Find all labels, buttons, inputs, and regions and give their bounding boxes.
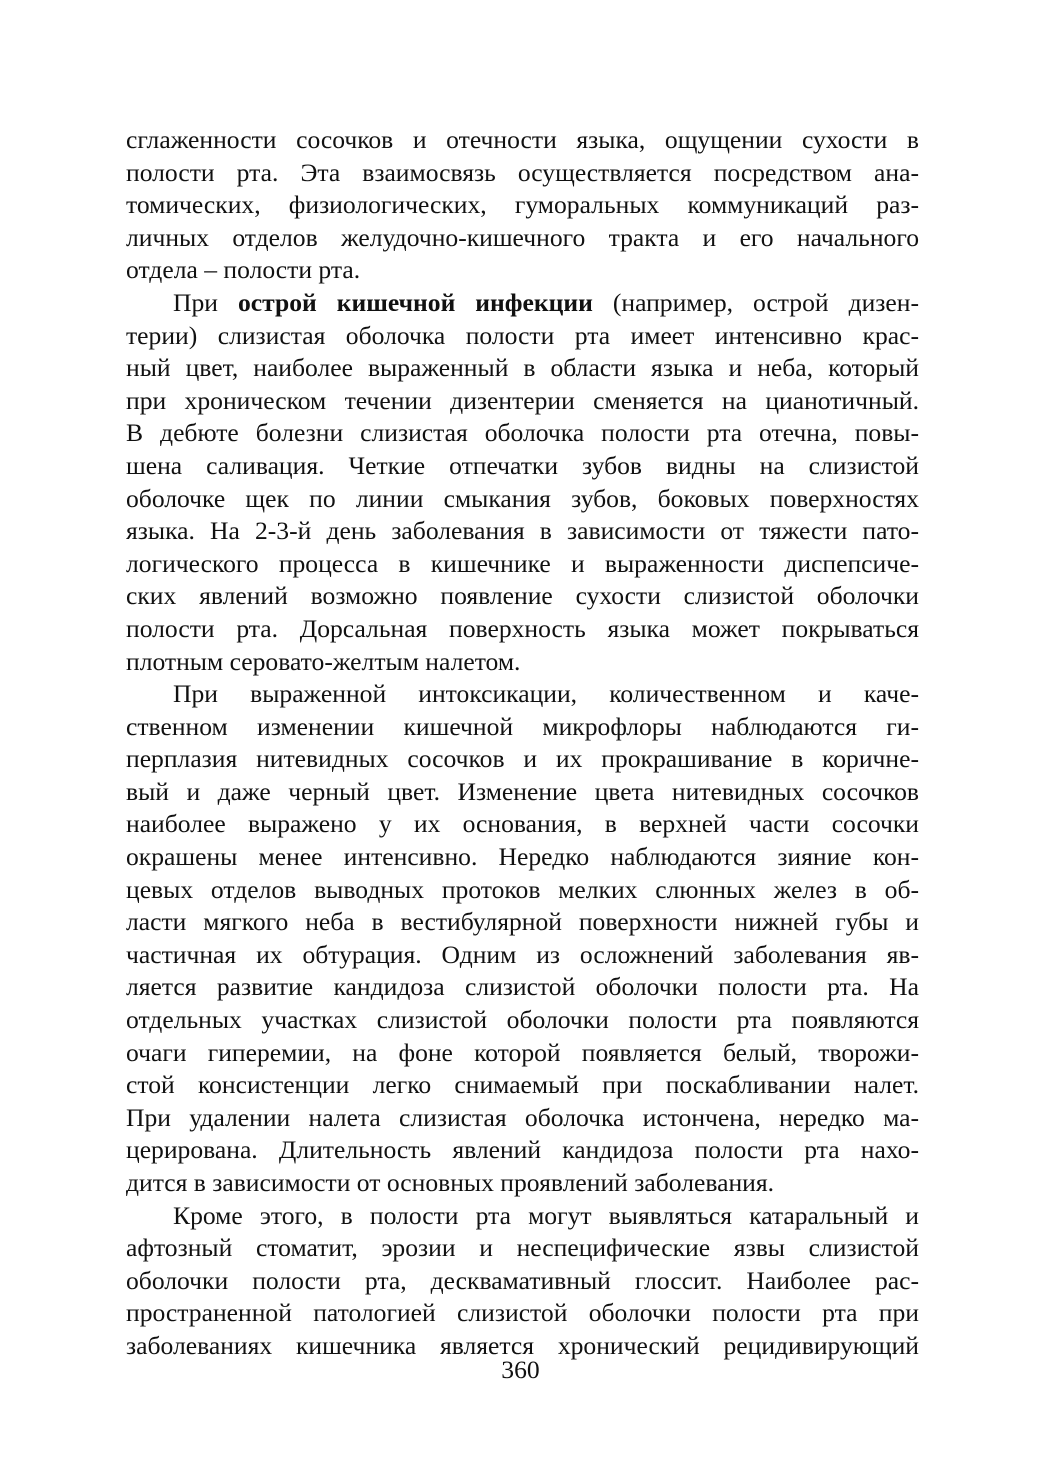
text-line: стой консистенции легко снимаемый при поскабливании налет. [126,1070,919,1100]
text-line: ласти мягкого неба в вестибулярной поверхности нижней губы и [126,907,919,937]
page-number: 360 [501,1355,540,1384]
text-line: личных отделов желудочно-кишечного тракта и его начального [126,222,919,252]
text-line: терии) слизистая оболочка полости рта имеет интенсивно крас- [126,320,919,350]
text-segment: При [173,287,238,317]
page-body [126,124,919,1363]
text-line: пространенной патологией слизистой оболочки полости рта при [126,1298,919,1328]
text-line: перплазия нитевидных сосочков и их прокрашивание в коричне- [126,744,919,774]
text-line: ляется развитие кандидоза слизистой оболочки полости рта. На [126,972,919,1002]
text-line: сглаженности сосочков и отечности языка, ощущении сухости в [126,125,919,154]
text-line: при хроническом течении дизентерии сменяется на цианотичный. [126,385,919,415]
text-line: плотным серовато-желтым налетом. [126,646,521,676]
text-line: окрашены менее интенсивно. Нередко наблюдаются зияние кон- [126,842,919,872]
text-line: шена саливация. Четкие отпечатки зубов видны на слизистой [126,450,919,480]
text-line: логического процесса в кишечнике и выраженности диспепсиче- [126,548,919,578]
text-line: афтозный стоматит, эрозии и неспецифические язвы слизистой [126,1233,919,1263]
text-line: полости рта. Дорсальная поверхность языка может покрываться [126,613,919,643]
text-line: церирована. Длительность явлений кандидоза полости рта нахо- [126,1135,919,1165]
text-line: заболеваниях кишечника является хронический рецидивирующий [126,1330,919,1360]
text-line-with-bold-term [126,287,919,320]
text-line: вый и даже черный цвет. Изменение цвета нитевидных сосочков [126,776,919,806]
text-line: оболочке щек по линии смыкания зубов, боковых поверхностях [126,483,919,513]
text-line: наиболее выражено у их основания, в верхней части сосочки [126,809,919,839]
text-segment: (например, острой дизен- [592,287,919,317]
text-line: ских явлений возможно появление сухости слизистой оболочки [126,581,919,611]
text-line: ственном изменении кишечной микрофлоры наблюдаются ги- [126,711,919,741]
text-line: отдельных участках слизистой оболочки полости рта появляются [126,1005,919,1035]
text-line: томических, физиологических, гуморальных коммуникаций раз- [126,190,919,220]
text-line: полости рта. Эта взаимосвязь осуществляется посредством ана- [126,157,919,187]
text-line: ный цвет, наиболее выраженный в области языка и неба, который [126,353,919,383]
text-line: цевых отделов выводных протоков мелких слюнных желез в об- [126,874,919,904]
text-line: В дебюте болезни слизистая оболочка полости рта отечна, повы- [126,418,919,448]
bold-term: острой кишечной инфекции [237,287,593,317]
text-line: частичная их обтурация. Одним из осложнений заболевания яв- [126,939,919,969]
text-line: дится в зависимости от основных проявлений заболевания. [126,1168,775,1197]
text-line: При удалении налета слизистая оболочка истончена, нередко ма- [126,1102,919,1132]
text-line: При выраженной интоксикации, количественном и каче- [173,679,919,709]
text-line: очаги гиперемии, на фоне которой появляется белый, творожи- [126,1037,919,1067]
text-line: языка. На 2-3-й день заболевания в зависимости от тяжести пато- [126,516,919,546]
text-line: Кроме этого, в полости рта могут выявляться катаральный и [173,1200,919,1230]
text-line: оболочки полости рта, десквамативный глоссит. Наиболее рас- [126,1265,919,1295]
text-line: отдела – полости рта. [126,255,361,285]
